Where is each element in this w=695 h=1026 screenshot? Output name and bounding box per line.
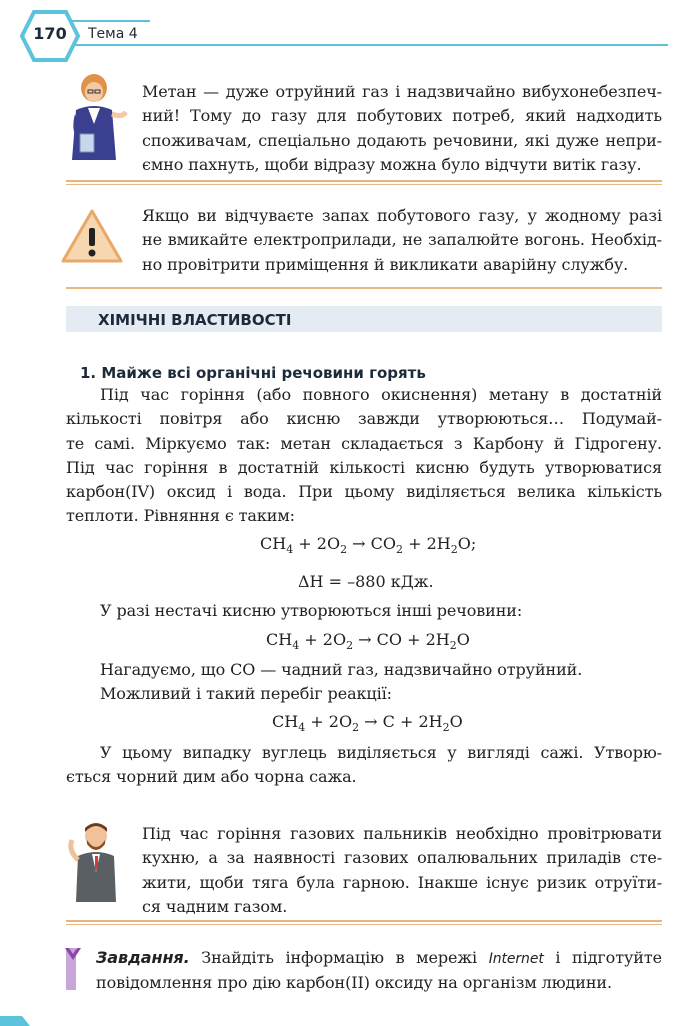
note-divider: [66, 180, 662, 182]
combustion-paragraph: Під час горіння (або повного окиснення) метану в достатній кількості повітря або кисню завжди утворюються… Подумай- те самі. Міркуємо так: метан складається з Карбону й Гідрогену. Під час горіння в достатній кількості кисню будуть утворюватися карбон(IV) оксид і вода. При цьому виділяється велика кількість теплоти. Рівняння є таким:: [66, 385, 662, 526]
warning-divider: [66, 287, 662, 289]
task-check-icon: [64, 946, 82, 966]
note-divider-thin: [66, 184, 662, 185]
header-line: [70, 20, 150, 22]
soot-paragraph: У цьому випадку вуглець виділяється у вигляді сажі. Утворю- ється чорний дим або чорна сажа.: [66, 743, 662, 787]
page-corner-decoration: [0, 1010, 30, 1026]
advice-divider-thin: [66, 924, 662, 925]
burner-advice-text: Під час горіння газових пальників необхідно провітрювати кухню, а за наявності газових опалювальних приладів сте- жити, щоби тяга була гарною. Інакше існує ризик отруїти- ся чадним газом.: [142, 824, 662, 916]
equation-incomplete-soot: $CH_4 + 2O_2 \to C + 2H_2O$: [272, 712, 463, 735]
task-text: Завдання. Знайдіть інформацію в мережі Internet і підготуйте повідомлення про дію карбон(II) оксиду на організм людини.: [96, 948, 662, 993]
header-rule: [62, 44, 668, 46]
equation-incomplete-co: $CH_4 + 2O_2$ → CO + $2H_2O$: [266, 630, 470, 653]
task-label: Завдання.: [96, 948, 190, 967]
equation-complete-combustion: $CH_4 + 2O_2 \to CO_2 + 2H_2O$;: [260, 534, 477, 557]
internet-word: Internet: [488, 951, 544, 967]
subheading: 1. Майже всі органічні речовини горять: [80, 364, 426, 382]
teacher-woman-icon: [60, 68, 130, 164]
section-title: ХІМІЧНІ ВЛАСТИВОСТІ: [98, 311, 292, 329]
teacher-man-icon: [64, 820, 126, 904]
gas-smell-warning-text: Якщо ви відчуваєте запах побутового газу, у жодному разі не вмикайте електроприлади, не запалюйте вогонь. Необхід- но провітрити приміщення й викликати аварійну службу.: [142, 206, 662, 274]
oxygen-shortage-text: У разі нестачі кисню утворюються інші речовини:: [100, 601, 523, 620]
co-reminder-text: Нагадуємо, що CO — чадний газ, надзвичайно отруйний. Можливий і такий перебіг реакції:: [100, 660, 583, 704]
enthalpy-value: ΔH = –880 кДж.: [298, 572, 434, 591]
advice-divider: [66, 920, 662, 922]
page-number: 170: [33, 24, 67, 43]
warning-triangle-icon: [60, 208, 124, 264]
topic-label: Тема 4: [88, 26, 138, 42]
methane-warning-text: Метан — дуже отруйний газ і надзвичайно вибухонебезпеч- ний! Тому до газу для побутових потреб, який надходить споживачам, спеціально додають речовини, які дуже непри- ємно пахнуть, щоби відразу можна було відчути витік газу.: [142, 82, 662, 174]
